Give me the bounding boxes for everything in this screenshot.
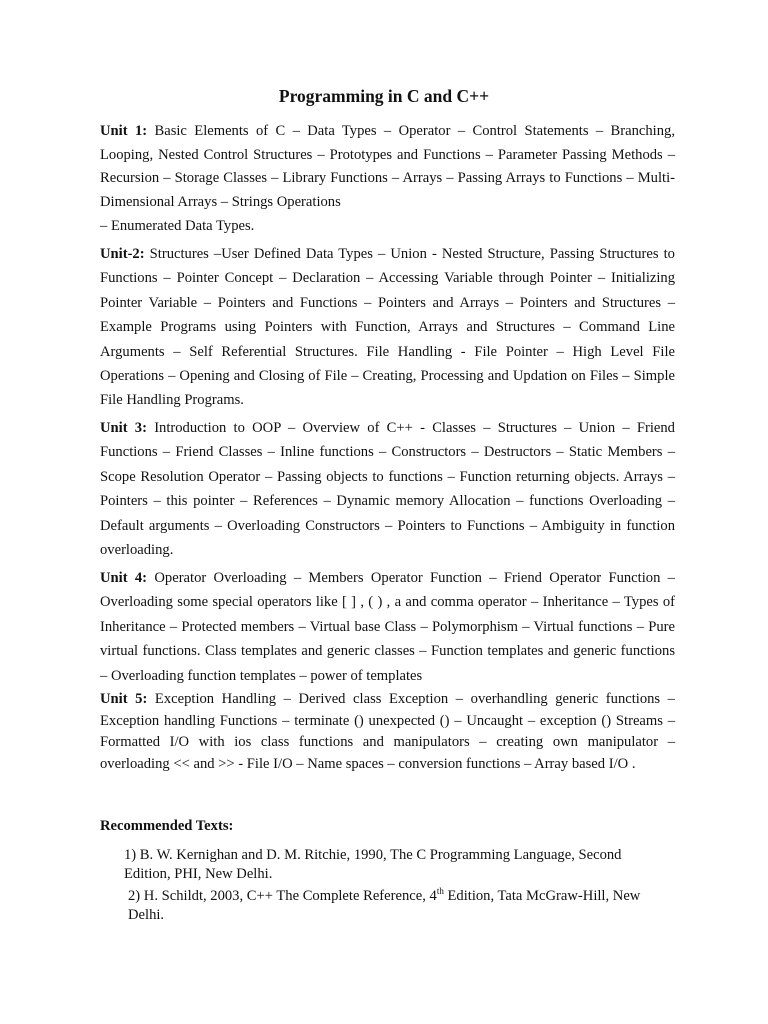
unit-3-body: Introduction to OOP – Overview of C++ - Classes – Structures – Union – Friend Functions – Friend Classes – Inline functions – Constructors – Destructors – Static Members – Scope Resolution Operator – Passing objects to functions – Function returning objects. Arrays – Pointers – this pointer – References – Dynamic memory Allocation – functions Overloading – Default arguments – Overloading Constructors – Pointers to Functions – Ambiguity in function overloading. [100,420,675,559]
document-title: Programming in C and C++ [278,86,490,106]
unit-1-body: Basic Elements of C – Data Types – Operator – Control Statements – Branching, Looping, Nested Control Structures – Prototypes and Functions – Parameter Passing Methods – Recursion – Storage Classes – Library Functions – Arrays – Passing Arrays to Functions – Multi-Dimensional Arrays – Strings Operations [100,123,675,211]
unit-4-paragraph [100,566,675,688]
unit-3-label: Unit 3: [100,420,147,436]
unit-5-label: Unit 5: [100,691,148,707]
reference-item [128,887,678,925]
reference-item: 1) B. W. Kernighan and D. M. Ritchie, 1990, The C Programming Language, Second Edition, PHI, New Delhi. [124,847,622,882]
unit-2-label: Unit-2: [100,246,145,262]
unit-2-paragraph [100,242,675,413]
unit-1-continuation: – Enumerated Data Types. [100,217,255,234]
unit-1-paragraph [100,120,675,239]
recommended-texts-heading: Recommended Texts: [100,818,234,834]
reference-2-superscript: th [436,886,444,897]
unit-1-label: Unit 1: [100,123,148,139]
unit-4-label: Unit 4: [100,570,148,586]
reference-2-text-start: 2) H. Schildt, 2003, C++ The Complete Reference, 4 [128,888,437,904]
unit-5-paragraph [100,689,675,775]
reference-2-text-end: Edition, Tata McGraw-Hill, New Delhi. [128,888,641,923]
unit-3-paragraph [100,416,675,562]
unit-2-body: Structures –User Defined Data Types – Union - Nested Structure, Passing Structures to Functions – Pointer Concept – Declaration – Accessing Variable through Pointer – Initializing Pointer Variable – Pointers and Functions – Pointers and Arrays – Pointers and Structures – Example Programs using Pointers with Function, Arrays and Structures – Command Line Arguments – Self Referential Structures. File Handling - File Pointer – High Level File Operations – Opening and Closing of File – Creating, Processing and Updation on Files – Simple File Handling Programs. [100,246,675,409]
unit-4-body: Operator Overloading – Members Operator Function – Friend Operator Function – Overloading some special operators like [ ] , ( ) , a and comma operator – Inheritance – Types of Inheritance – Protected members – Virtual base Class – Polymorphism – Virtual functions – Pure virtual functions. Class templates and generic classes – Function templates and generic functions – Overloading function templates – power of templates [100,570,675,684]
unit-5-body: Exception Handling – Derived class Exception – overhandling generic functions – Exception handling Functions – terminate () unexpected () – Uncaught – exception () Streams – Formatted I/O with ios class functions and manipulators – creating own manipulator – overloading << and >> - File I/O – Name spaces – conversion functions – Array based I/O . [100,691,675,772]
